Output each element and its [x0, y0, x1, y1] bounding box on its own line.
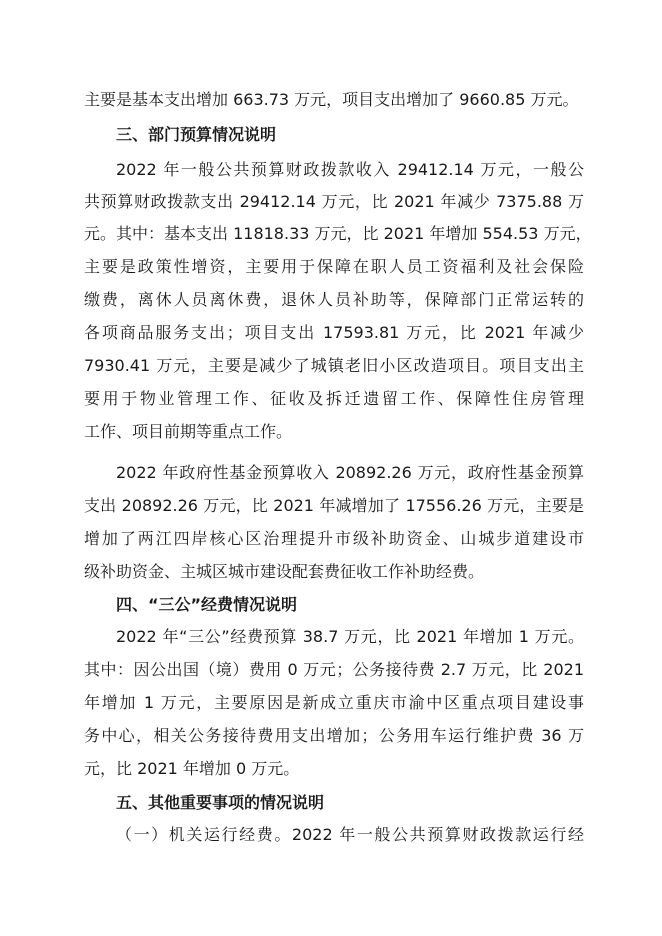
paragraph-line: 共预算财政拨款支出 29412.14 万元，比 2021 年减少 7375.88 万 — [84, 192, 584, 211]
paragraph-line: 缴费，离休人员离休费，退休人员补助等，保障部门正常运转的 — [84, 290, 584, 309]
paragraph-line: 各项商品服务支出；项目支出 17593.81 万元，比 2021 年减少 — [84, 323, 584, 342]
paragraph-line: 2022 年政府性基金预算收入 20892.26 万元，政府性基金预算 — [116, 463, 584, 482]
intro-tail-line: 主要是基本支出增加 663.73 万元，项目支出增加了 9660.85 万元。 — [84, 90, 579, 109]
paragraph-line: 支出 20892.26 万元，比 2021 年减增加了 17556.26 万元，主要是 — [84, 496, 584, 515]
paragraph-line: 务中心，相关公务接待费用支出增加；公务用车运行维护费 36 万 — [84, 726, 584, 745]
paragraph-line: 级补助资金、主城区城市建设配套费征收工作补助经费。 — [84, 562, 485, 581]
paragraph-line: 要用于物业管理工作、征收及拆迁遗留工作、保障性住房管理 — [84, 389, 584, 408]
paragraph-line: 2022 年“三公”经费预算 38.7 万元，比 2021 年增加 1 万元。 — [116, 627, 584, 646]
paragraph-line: 元，比 2021 年增加 0 万元。 — [84, 759, 300, 778]
paragraph-line: 其中：因公出国（境）费用 0 万元；公务接待费 2.7 万元，比 2021 — [84, 660, 584, 679]
paragraph-line: （一）机关运行经费。2022 年一般公共预算财政拨款运行经 — [116, 825, 584, 844]
section-heading-budget: 三、部门预算情况说明 — [116, 125, 277, 144]
paragraph-line: 7930.41 万元，主要是减少了城镇老旧小区改造项目。项目支出主 — [84, 356, 584, 375]
paragraph-line: 年增加 1 万元，主要原因是新成立重庆市渝中区重点项目建设事 — [84, 693, 584, 712]
section-heading-three-public: 四、“三公”经费情况说明 — [116, 595, 298, 614]
paragraph-line: 主要是政策性增资，主要用于保障在职人员工资福利及社会保险 — [84, 257, 584, 276]
paragraph-line: 2022 年一般公共预算财政拨款收入 29412.14 万元，一般公 — [116, 160, 584, 179]
paragraph-line: 增加了两江四岸核心区治理提升市级补助资金、山城步道建设市 — [84, 529, 584, 548]
paragraph-line: 工作、项目前期等重点工作。 — [84, 422, 293, 441]
paragraph-line: 元。其中：基本支出 11818.33 万元，比 2021 年增加 554.53 万元， — [84, 224, 592, 243]
section-heading-other-matters: 五、其他重要事项的情况说明 — [116, 793, 325, 812]
